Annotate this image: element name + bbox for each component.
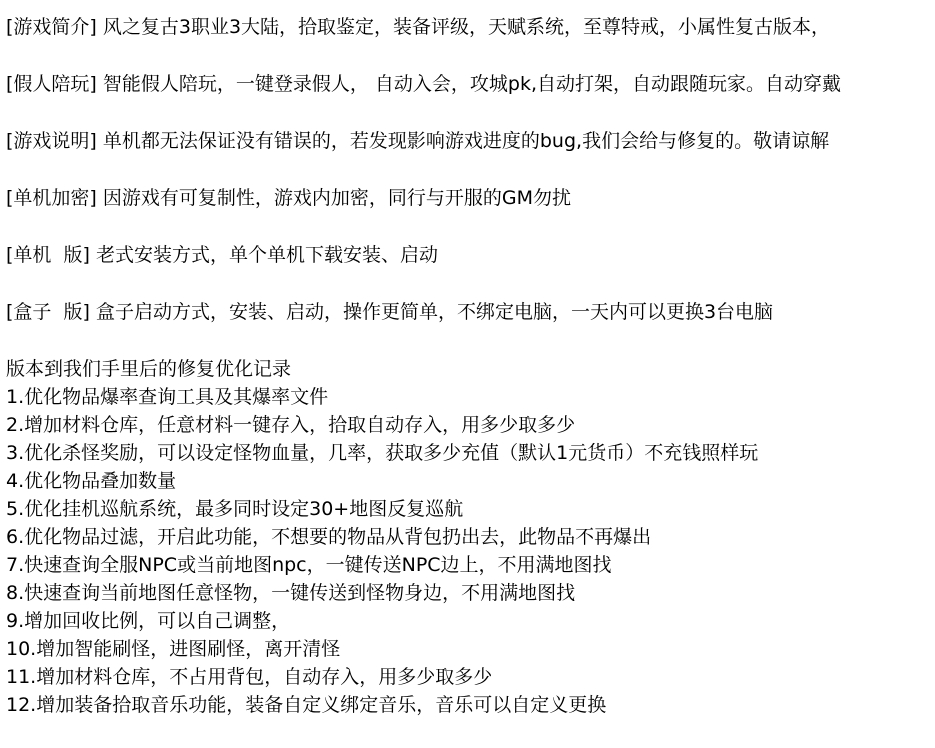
changelog-item: 7.快速查询全服NPC或当前地图npc，一键传送NPC边上，不用满地图找 [6, 554, 612, 576]
intro-tag: [单机加密] [6, 187, 97, 209]
changelog-item: 9.增加回收比例，可以自己调整， [6, 610, 291, 632]
intro-text: 单机都无法保证没有错误的，若发现影响游戏进度的bug,我们会给与修复的。敬请谅解 [96, 130, 830, 152]
intro-game-summary [6, 13, 935, 41]
intro-tag: [单机 版] [6, 244, 90, 266]
intro-text: 智能假人陪玩，一键登录假人， 自动入会，攻城pk,自动打架，自动跟随玩家。自动穿戴 [96, 73, 842, 95]
intro-standalone-version [6, 241, 935, 269]
intro-section [6, 13, 935, 326]
intro-encryption [6, 184, 935, 212]
changelog-list [6, 383, 935, 719]
intro-tag: [假人陪玩] [6, 73, 97, 95]
changelog-item: 11.增加材料仓库，不占用背包，自动存入，用多少取多少 [6, 666, 493, 688]
intro-tag: [游戏说明] [6, 130, 97, 152]
intro-tag: [盒子 版] [6, 301, 90, 323]
intro-game-notes [6, 127, 935, 155]
changelog-section [6, 355, 935, 719]
intro-box-version [6, 298, 935, 326]
changelog-item: 8.快速查询当前地图任意怪物，一键传送到怪物身边，不用满地图找 [6, 582, 576, 604]
changelog-item: 5.优化挂机巡航系统，最多同时设定30+地图反复巡航 [6, 498, 464, 520]
changelog-item: 4.优化物品叠加数量 [6, 470, 177, 492]
intro-text: 盒子启动方式，安装、启动，操作更简单，不绑定电脑，一天内可以更换3台电脑 [89, 301, 774, 323]
intro-text: 风之复古3职业3大陆，拾取鉴定，装备评级，天赋系统，至尊特戒，小属性复古版本， [96, 16, 831, 38]
changelog-item: 10.增加智能刷怪，进图刷怪，离开清怪 [6, 638, 341, 660]
changelog-item: 1.优化物品爆率查询工具及其爆率文件 [6, 386, 329, 408]
changelog-item: 3.优化杀怪奖励，可以设定怪物血量，几率，获取多少充值（默认1元货币）不充钱照样玩 [6, 442, 759, 464]
changelog-title: 版本到我们手里后的修复优化记录 [6, 358, 292, 380]
changelog-item: 2.增加材料仓库，任意材料一键存入，拾取自动存入，用多少取多少 [6, 414, 576, 436]
intro-text: 因游戏有可复制性，游戏内加密，同行与开服的GM勿扰 [96, 187, 571, 209]
changelog-item: 6.优化物品过滤，开启此功能，不想要的物品从背包扔出去，此物品不再爆出 [6, 526, 652, 548]
intro-bot-companion [6, 70, 935, 98]
intro-tag: [游戏简介] [6, 16, 97, 38]
intro-text: 老式安装方式，单个单机下载安装、启动 [89, 244, 438, 266]
changelog-item: 12.增加装备拾取音乐功能，装备自定义绑定音乐，音乐可以自定义更换 [6, 694, 607, 716]
